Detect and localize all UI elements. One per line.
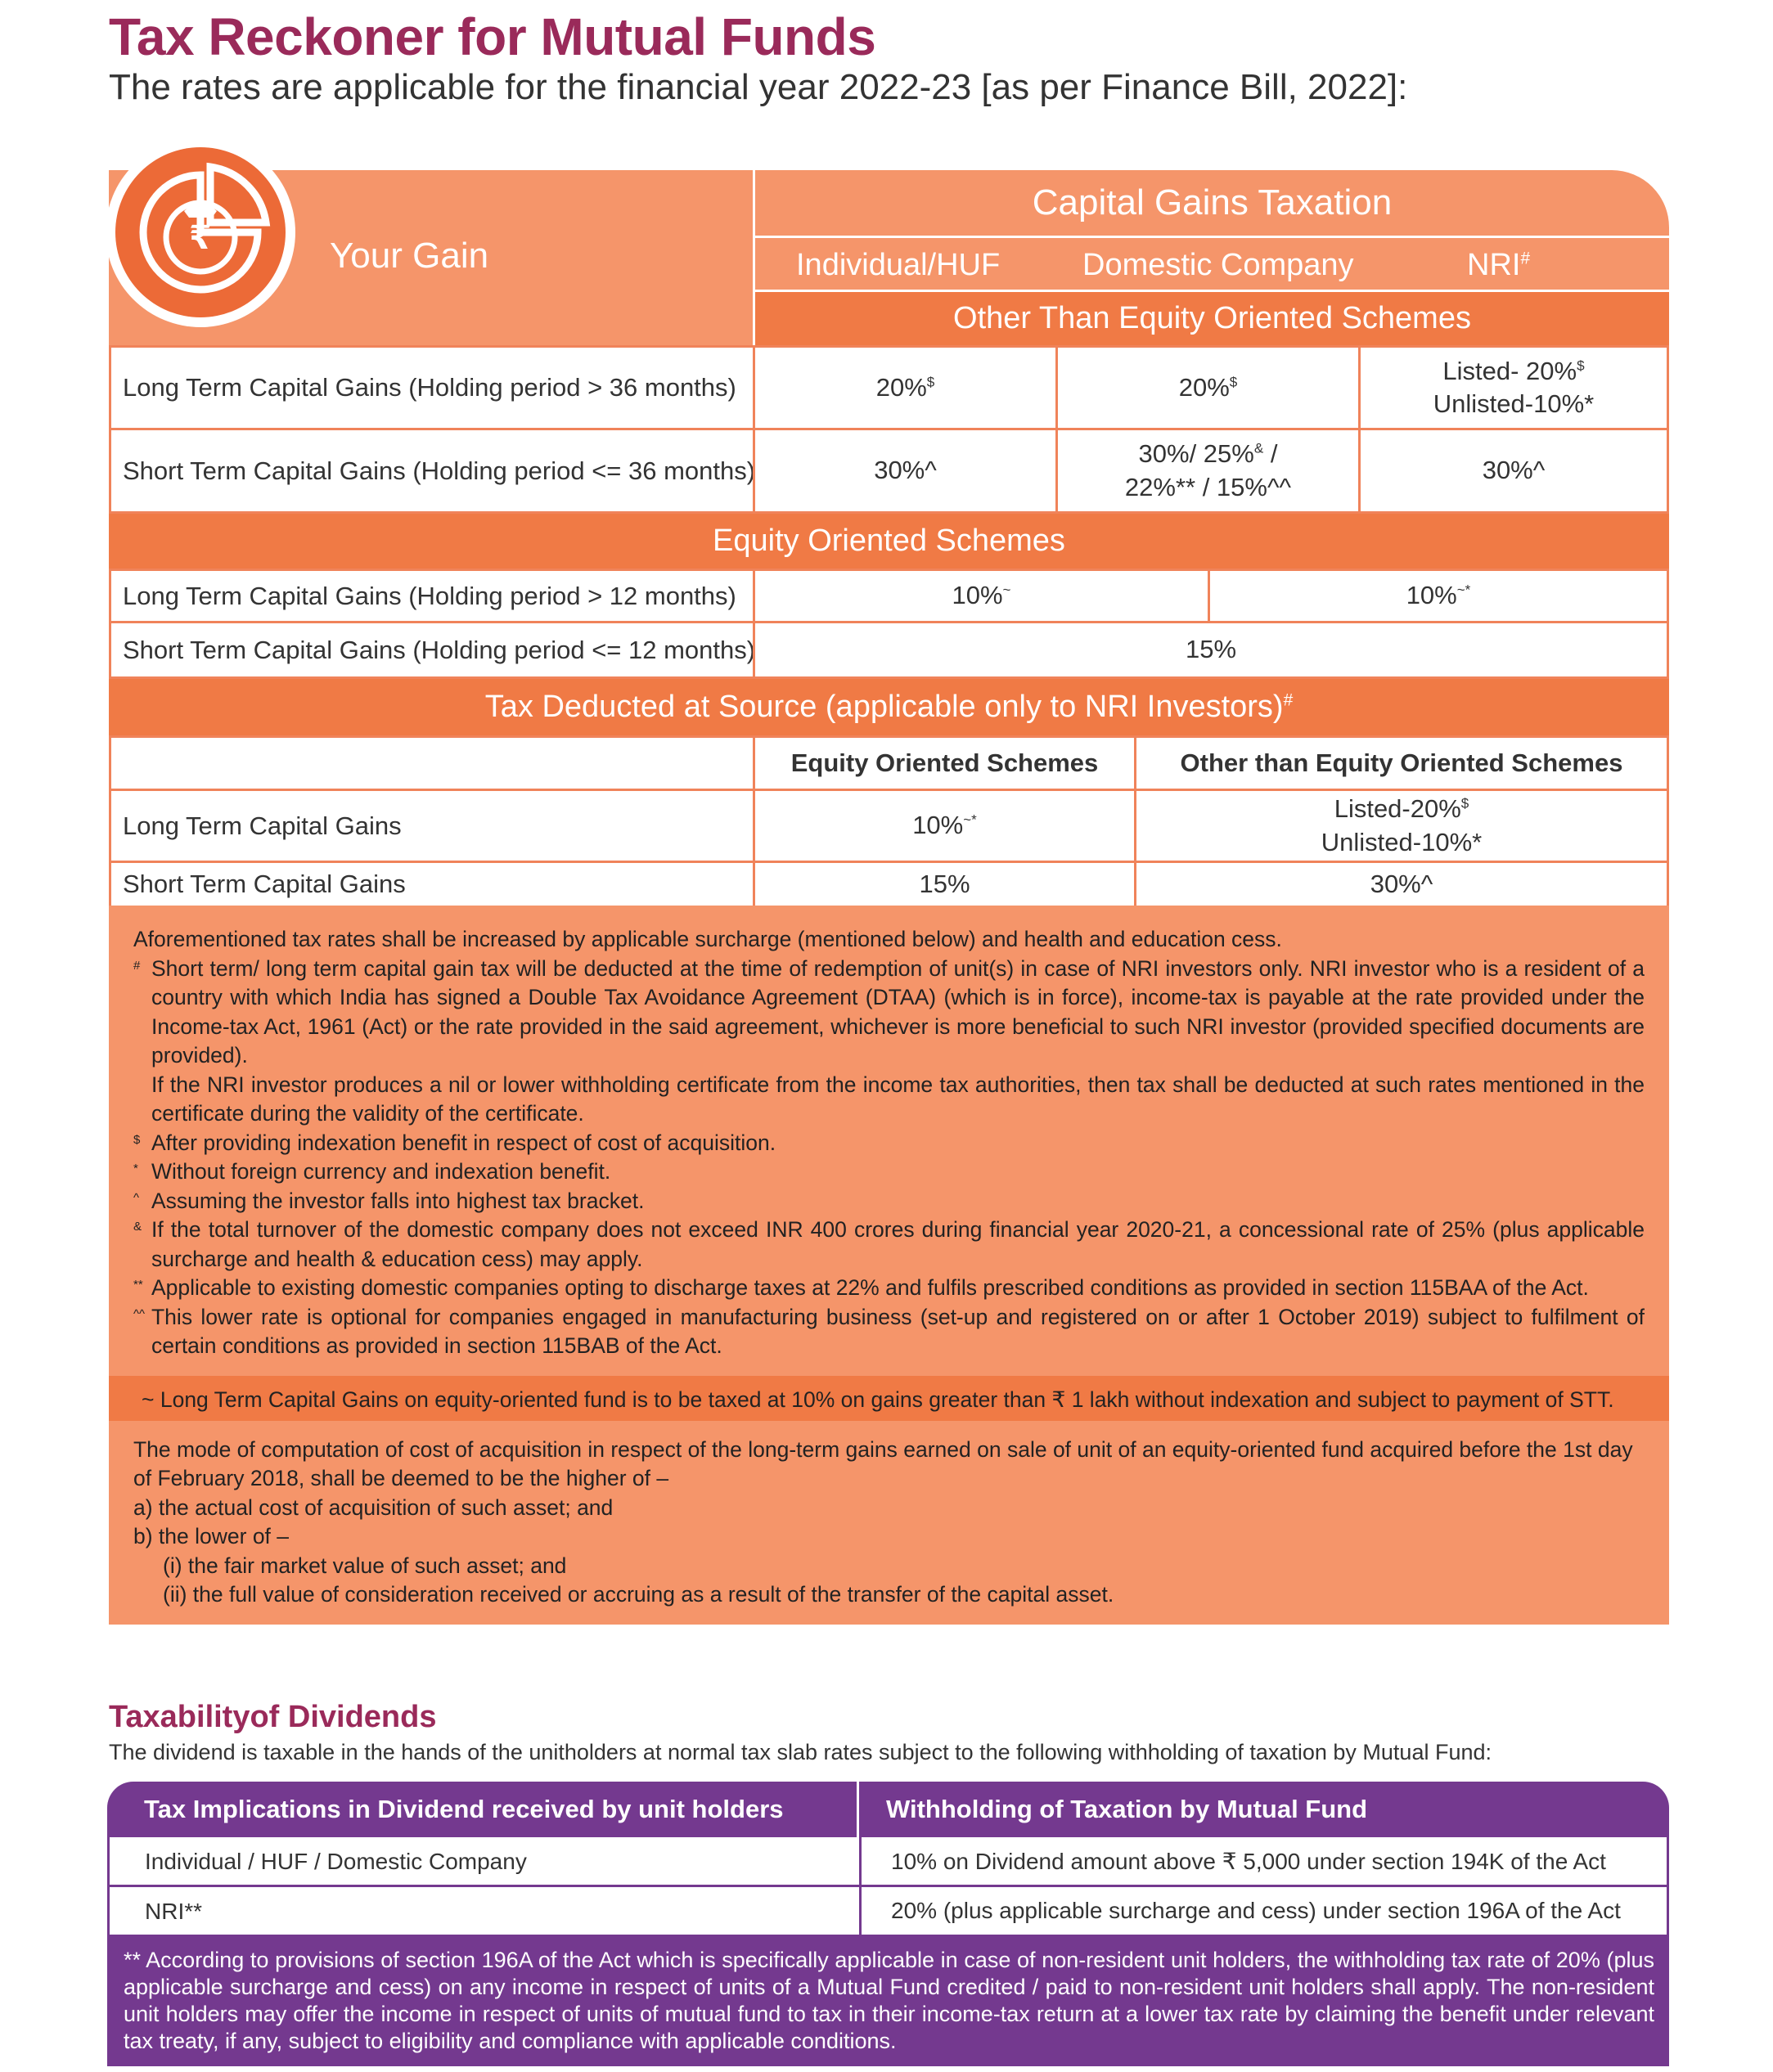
note-item: If the NRI investor produces a nil or lower withholding certificate from the income tax authorities, then tax shall be deducted at such rates mentioned in the certificate during the validity of the certificate. (151, 1072, 1645, 1126)
tds-header-row (109, 735, 1669, 791)
ltcg-12-label: Long Term Capital Gains (Holding period > 12 months) (123, 581, 736, 610)
page-title: Tax Reckoner for Mutual Funds (109, 7, 876, 66)
stcg-12-all: 15% (753, 623, 1667, 676)
table-row (109, 569, 1669, 623)
mode-line: b) the lower of – (133, 1524, 290, 1548)
stcg-36-label: Short Term Capital Gains (Holding period <= 36 months) (123, 456, 756, 485)
dividends-subtitle: The dividend is taxable in the hands of the unitholders at normal tax slab rates subject to the following withholding of taxation by Mutual Fund: (109, 1740, 1492, 1764)
note-item: # Short term/ long term capital gain tax will be deducted at the time of redemption of unit(s) in case of NRI investors only. NRI investor who is a resident of a country with which India has signed a Double Tax Avoidance Agreement (DTAA) (which is in force), income-tax is payable at the rate provided under the Income-tax Act, 1961 (Act) or the rate provided in the said agreement, whichever is more beneficial to such NRI investor (provided specified documents are provided). (133, 955, 1645, 1067)
tax-notes (109, 906, 1669, 1376)
stcg-36-domestic: 30%/ 25%& / 22%** / 15%^^ (1055, 430, 1358, 511)
dividends-table (107, 1782, 1669, 2066)
dividends-col-withholding: Withholding of Taxation by Mutual Fund (886, 1795, 1368, 1823)
notes-intro: Aforementioned tax rates shall be increased by applicable surcharge (mentioned below) and health and education cess. (133, 927, 1282, 951)
tds-stcg-other: 30%^ (1134, 863, 1667, 906)
ltcg-12-nri: 10%~* (1208, 571, 1667, 621)
money-bag-rupee-icon (106, 137, 295, 327)
table-row (109, 345, 1669, 430)
ltcg-36-domestic: 20%$ (1055, 348, 1358, 428)
note-item: ^ Assuming the investor falls into highest tax bracket. (133, 1188, 645, 1213)
capital-gains-header (109, 170, 1669, 345)
capital-gains-taxation-heading: Capital Gains Taxation (755, 170, 1669, 236)
dividend-withholding: 10% on Dividend amount above ₹ 5,000 under section 194K of the Act (859, 1837, 1667, 1885)
tds-ltcg-equity: 10%~* (753, 791, 1134, 861)
col-individual-huf: Individual/HUF (796, 248, 1001, 282)
dividends-table-header (107, 1782, 1669, 1837)
table-row (107, 1887, 1669, 1937)
table-row (109, 430, 1669, 514)
stcg-36-nri: 30%^ (1358, 430, 1667, 511)
ltcg-12-resident: 10%~ (753, 571, 1208, 621)
dividend-withholding: 20% (plus applicable surcharge and cess) under section 196A of the Act (859, 1887, 1667, 1935)
tds-stcg-equity: 15% (753, 863, 1134, 906)
mode-line: The mode of computation of cost of acquisition in respect of the long-term gains earned on sale of unit of an equity-oriented fund acquired before the 1st day of February 2018, shall be deemed to be the higher of – (133, 1436, 1633, 1490)
mode-line: (i) the fair market value of such asset; and (163, 1553, 567, 1578)
note-item: $ After providing indexation benefit in respect of cost of acquisition. (133, 1130, 776, 1155)
table-row (109, 623, 1669, 679)
investor-type-header (755, 238, 1669, 290)
note-item: & If the total turnover of the domestic company does not exceed INR 400 crores during financial year 2020-21, a concessional rate of 25% (plus applicable surcharge and health & education cess) may apply. (133, 1217, 1645, 1271)
your-gain-label: Your Gain (330, 236, 489, 276)
ltcg-36-individual: 20%$ (753, 348, 1055, 428)
dividend-holder-type: NRI** (145, 1899, 203, 1924)
tds-col-other: Other than Equity Oriented Schemes (1134, 738, 1667, 789)
cost-of-acquisition-note (109, 1421, 1669, 1625)
table-row (109, 863, 1669, 906)
svg-text:₹: ₹ (189, 219, 212, 257)
dividends-title: Taxabilityof Dividends (109, 1700, 437, 1734)
stcg-36-individual: 30%^ (753, 430, 1055, 511)
note-item: ^^ This lower rate is optional for companies engaged in manufacturing business (set-up and registered on or after 1 October 2019) subject to fulfilment of certain conditions as provided in section 115BAB of the Act. (133, 1304, 1645, 1358)
table-row (109, 791, 1669, 863)
note-item: ** Applicable to existing domestic companies opting to discharge taxes at 22% and fulfils prescribed conditions as provided in section 115BAA of the Act. (133, 1275, 1589, 1300)
note-item: * Without foreign currency and indexation benefit. (133, 1159, 611, 1184)
dividends-footnote: ** According to provisions of section 196A of the Act which is specifically applicable in case of non-resident unit holders, the withholding tax rate of 20% (plus applicable surcharge and cess) on any income in respect of units of a Mutual Fund credited / paid to non-resident unit holders shall apply. The non-resident unit holders may offer the income in respect of units of mutual fund to tax in their income-tax return at a lower tax rate by claiming the benefit under relevant tax treaty, if any, subject to eligibility and compliance with applicable conditions. (107, 1937, 1669, 2066)
tds-col-equity: Equity Oriented Schemes (753, 738, 1134, 789)
ltcg-36-nri: Listed- 20%$ Unlisted-10%* (1358, 348, 1667, 428)
equity-oriented-heading: Equity Oriented Schemes (109, 514, 1669, 569)
col-nri: NRI# (1467, 248, 1531, 282)
mode-line: a) the actual cost of acquisition of such asset; and (133, 1494, 614, 1520)
stcg-12-label: Short Term Capital Gains (Holding period <= 12 months) (123, 635, 756, 664)
table-row (107, 1837, 1669, 1887)
tds-stcg-label: Short Term Capital Gains (123, 870, 406, 898)
mode-line: (ii) the full value of consideration received or accruing as a result of the transfer of the capital asset. (163, 1582, 1114, 1607)
page-subtitle: The rates are applicable for the financial year 2022-23 [as per Finance Bill, 2022]: (109, 67, 1408, 107)
tds-ltcg-other: Listed-20%$ Unlisted-10%* (1134, 791, 1667, 861)
ltcg-36-label: Long Term Capital Gains (Holding period > 36 months) (123, 373, 736, 402)
tds-heading: Tax Deducted at Source (applicable only to NRI Investors)# (109, 679, 1669, 735)
other-than-equity-heading: Other Than Equity Oriented Schemes (755, 292, 1669, 345)
capital-gains-table (109, 170, 1669, 1625)
tds-ltcg-label: Long Term Capital Gains (123, 811, 402, 840)
dividends-col-implications: Tax Implications in Dividend received by unit holders (144, 1795, 784, 1823)
dividend-holder-type: Individual / HUF / Domestic Company (145, 1849, 527, 1874)
col-domestic-company: Domestic Company (1082, 248, 1354, 282)
ltcg-equity-note: ~ Long Term Capital Gains on equity-oriented fund is to be taxed at 10% on gains greater than ₹ 1 lakh without indexation and subject to payment of STT. (109, 1376, 1669, 1421)
